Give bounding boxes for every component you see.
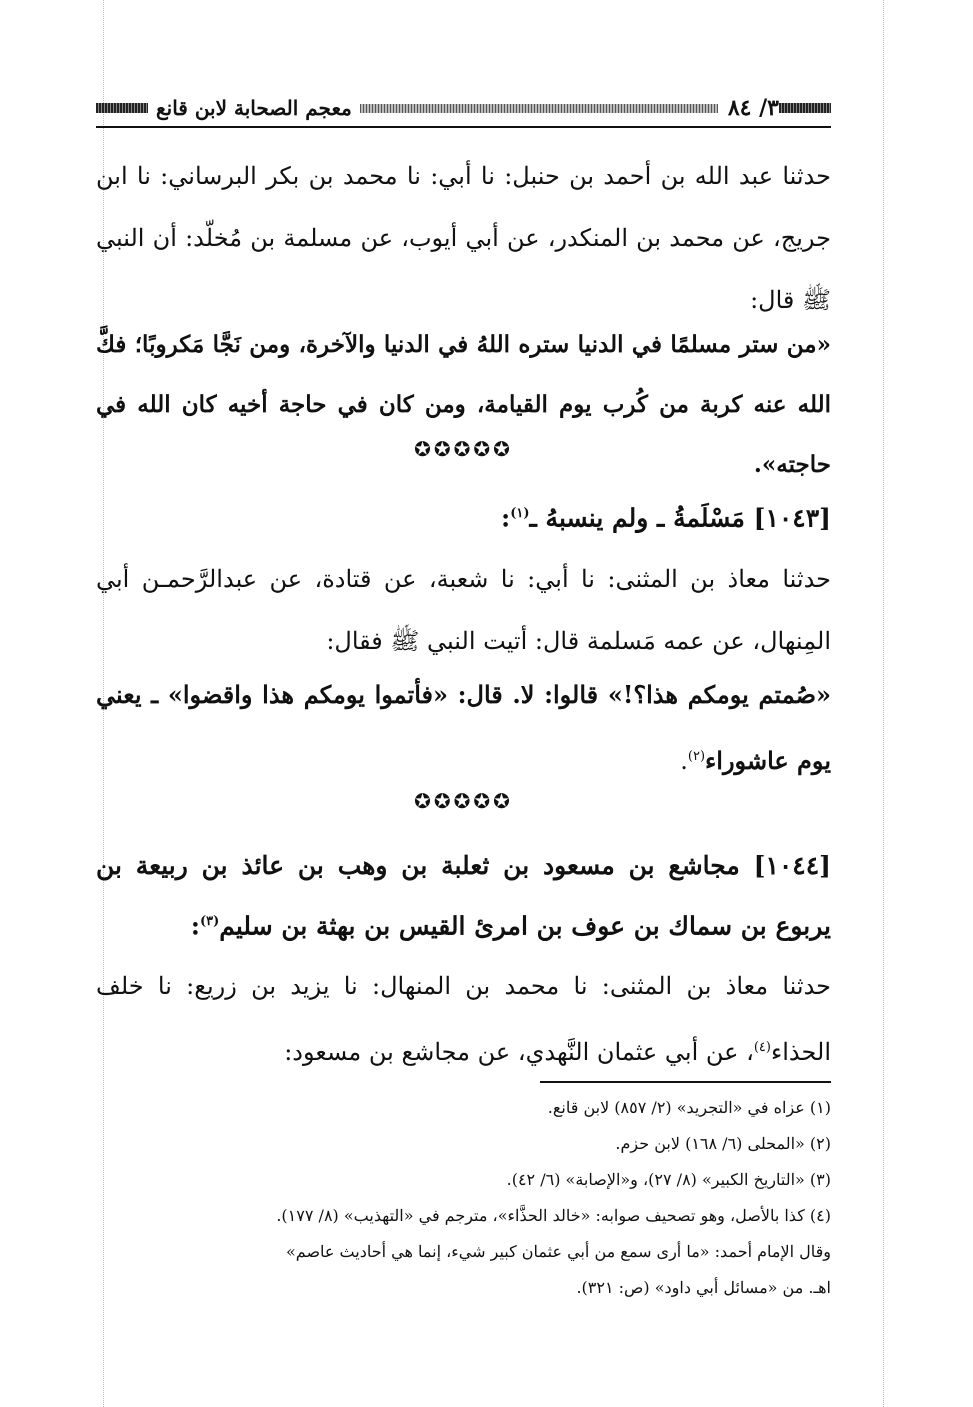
entry-heading-text: [١٠٤٣] مَسْلَمةُ ـ ولم ينسبهُ ـ bbox=[529, 503, 831, 533]
footnote-4-source: اهـ. من «مسائل أبي داود» (ص: ٣٢١). bbox=[576, 1278, 831, 1297]
section-separator: ✪✪✪✪✪ bbox=[414, 789, 513, 813]
isnad-part: ، عن أبي عثمان النَّهدي، عن مجاشع بن مسعود: bbox=[284, 1038, 754, 1066]
footnote-ref: (٣) bbox=[199, 914, 220, 929]
isnad-paragraph: حدثنا معاذ بن المثنى: نا أبي: نا شعبة، عن قتادة، عن عبدالرَّحمـن أبي المِنهال، عن عمه مَسلمة قال: أتيت النبي ﷺ فقال: bbox=[96, 565, 831, 655]
footnote-1: (١) عزاه في «التجريد» (٢/ ٨٥٧) لابن قانع. bbox=[547, 1098, 831, 1117]
book-title: معجم الصحابة لابن قانع bbox=[156, 96, 352, 120]
running-header bbox=[96, 94, 831, 122]
hadith-body: «صُمتم يومكم هذا؟!» قالوا: لا. قال: «فأتموا يومكم هذا واقضوا» ـ يعني يوم عاشوراء bbox=[96, 680, 832, 775]
footnotes bbox=[96, 1090, 831, 1306]
footnote-2: (٢) «المحلى (٦/ ١٦٨) لابن حزم. bbox=[615, 1134, 831, 1153]
header-rule bbox=[96, 126, 831, 128]
hadith-text: «من ستر مسلمًا في الدنيا ستره اللهُ في الدنيا والآخرة، ومن نَجَّا مَكروبًا؛ فكَّ الله عنه كربة من كُرب يوم القيامة، ومن كان في حاجة أخيه كان الله في حاجته». bbox=[96, 331, 831, 478]
entry-heading bbox=[96, 838, 831, 954]
header-ornament-right bbox=[779, 103, 831, 113]
footnote-ref: (١) bbox=[510, 506, 530, 521]
footnote-ref: (٢) bbox=[687, 749, 706, 764]
isnad-paragraph bbox=[96, 955, 831, 1083]
footnote-4: (٤) كذا بالأصل، وهو تصحيف صوابه: «خالد الحذَّاء»، مترجم في «التهذيب» (٨/ ١٧٧). bbox=[276, 1206, 831, 1225]
heading-colon: : bbox=[190, 911, 200, 941]
isnad-part: حدثنا معاذ بن المثنى: نا محمد بن المنهال: نا يزيد بن زريع: نا خلف الحذاء bbox=[96, 972, 831, 1066]
header-ornament-left bbox=[96, 103, 148, 113]
header-ornament-middle bbox=[360, 104, 718, 113]
heading-colon: : bbox=[501, 503, 511, 533]
scan-artifact-line bbox=[883, 0, 884, 1407]
section-separator: ✪✪✪✪✪ bbox=[414, 437, 513, 461]
hadith-end: . bbox=[680, 747, 688, 775]
footnote-rule bbox=[540, 1081, 831, 1083]
footnote-4-continuation: وقال الإمام أحمد: «ما أرى سمع من أبي عثمان كبير شيء، إنما هي أحاديث عاصم» bbox=[286, 1242, 831, 1261]
footnote-ref: (٤) bbox=[753, 1040, 771, 1055]
entry-heading bbox=[96, 486, 831, 546]
hadith-text bbox=[96, 664, 831, 792]
footnote-3: (٣) «التاريخ الكبير» (٨/ ٢٧)، و«الإصابة» (٦/ ٤٢). bbox=[506, 1170, 831, 1189]
isnad-paragraph: حدثنا عبد الله بن أحمد بن حنبل: نا أبي: نا محمد بن بكر البرساني: نا ابن جريج، عن محمد بن المنكدر، عن أبي أيوب، عن مسلمة بن مُخلّد: أن النبي ﷺ قال: bbox=[96, 162, 831, 314]
page-number: ٣/ ٨٤ bbox=[727, 95, 779, 121]
entry-heading-text: [١٠٤٤] مجاشع بن مسعود بن ثعلبة بن وهب بن عائذ بن ربيعة بن يربوع بن سماك بن عوف بن امرئ القيس بن بهثة بن سليم bbox=[96, 851, 831, 941]
